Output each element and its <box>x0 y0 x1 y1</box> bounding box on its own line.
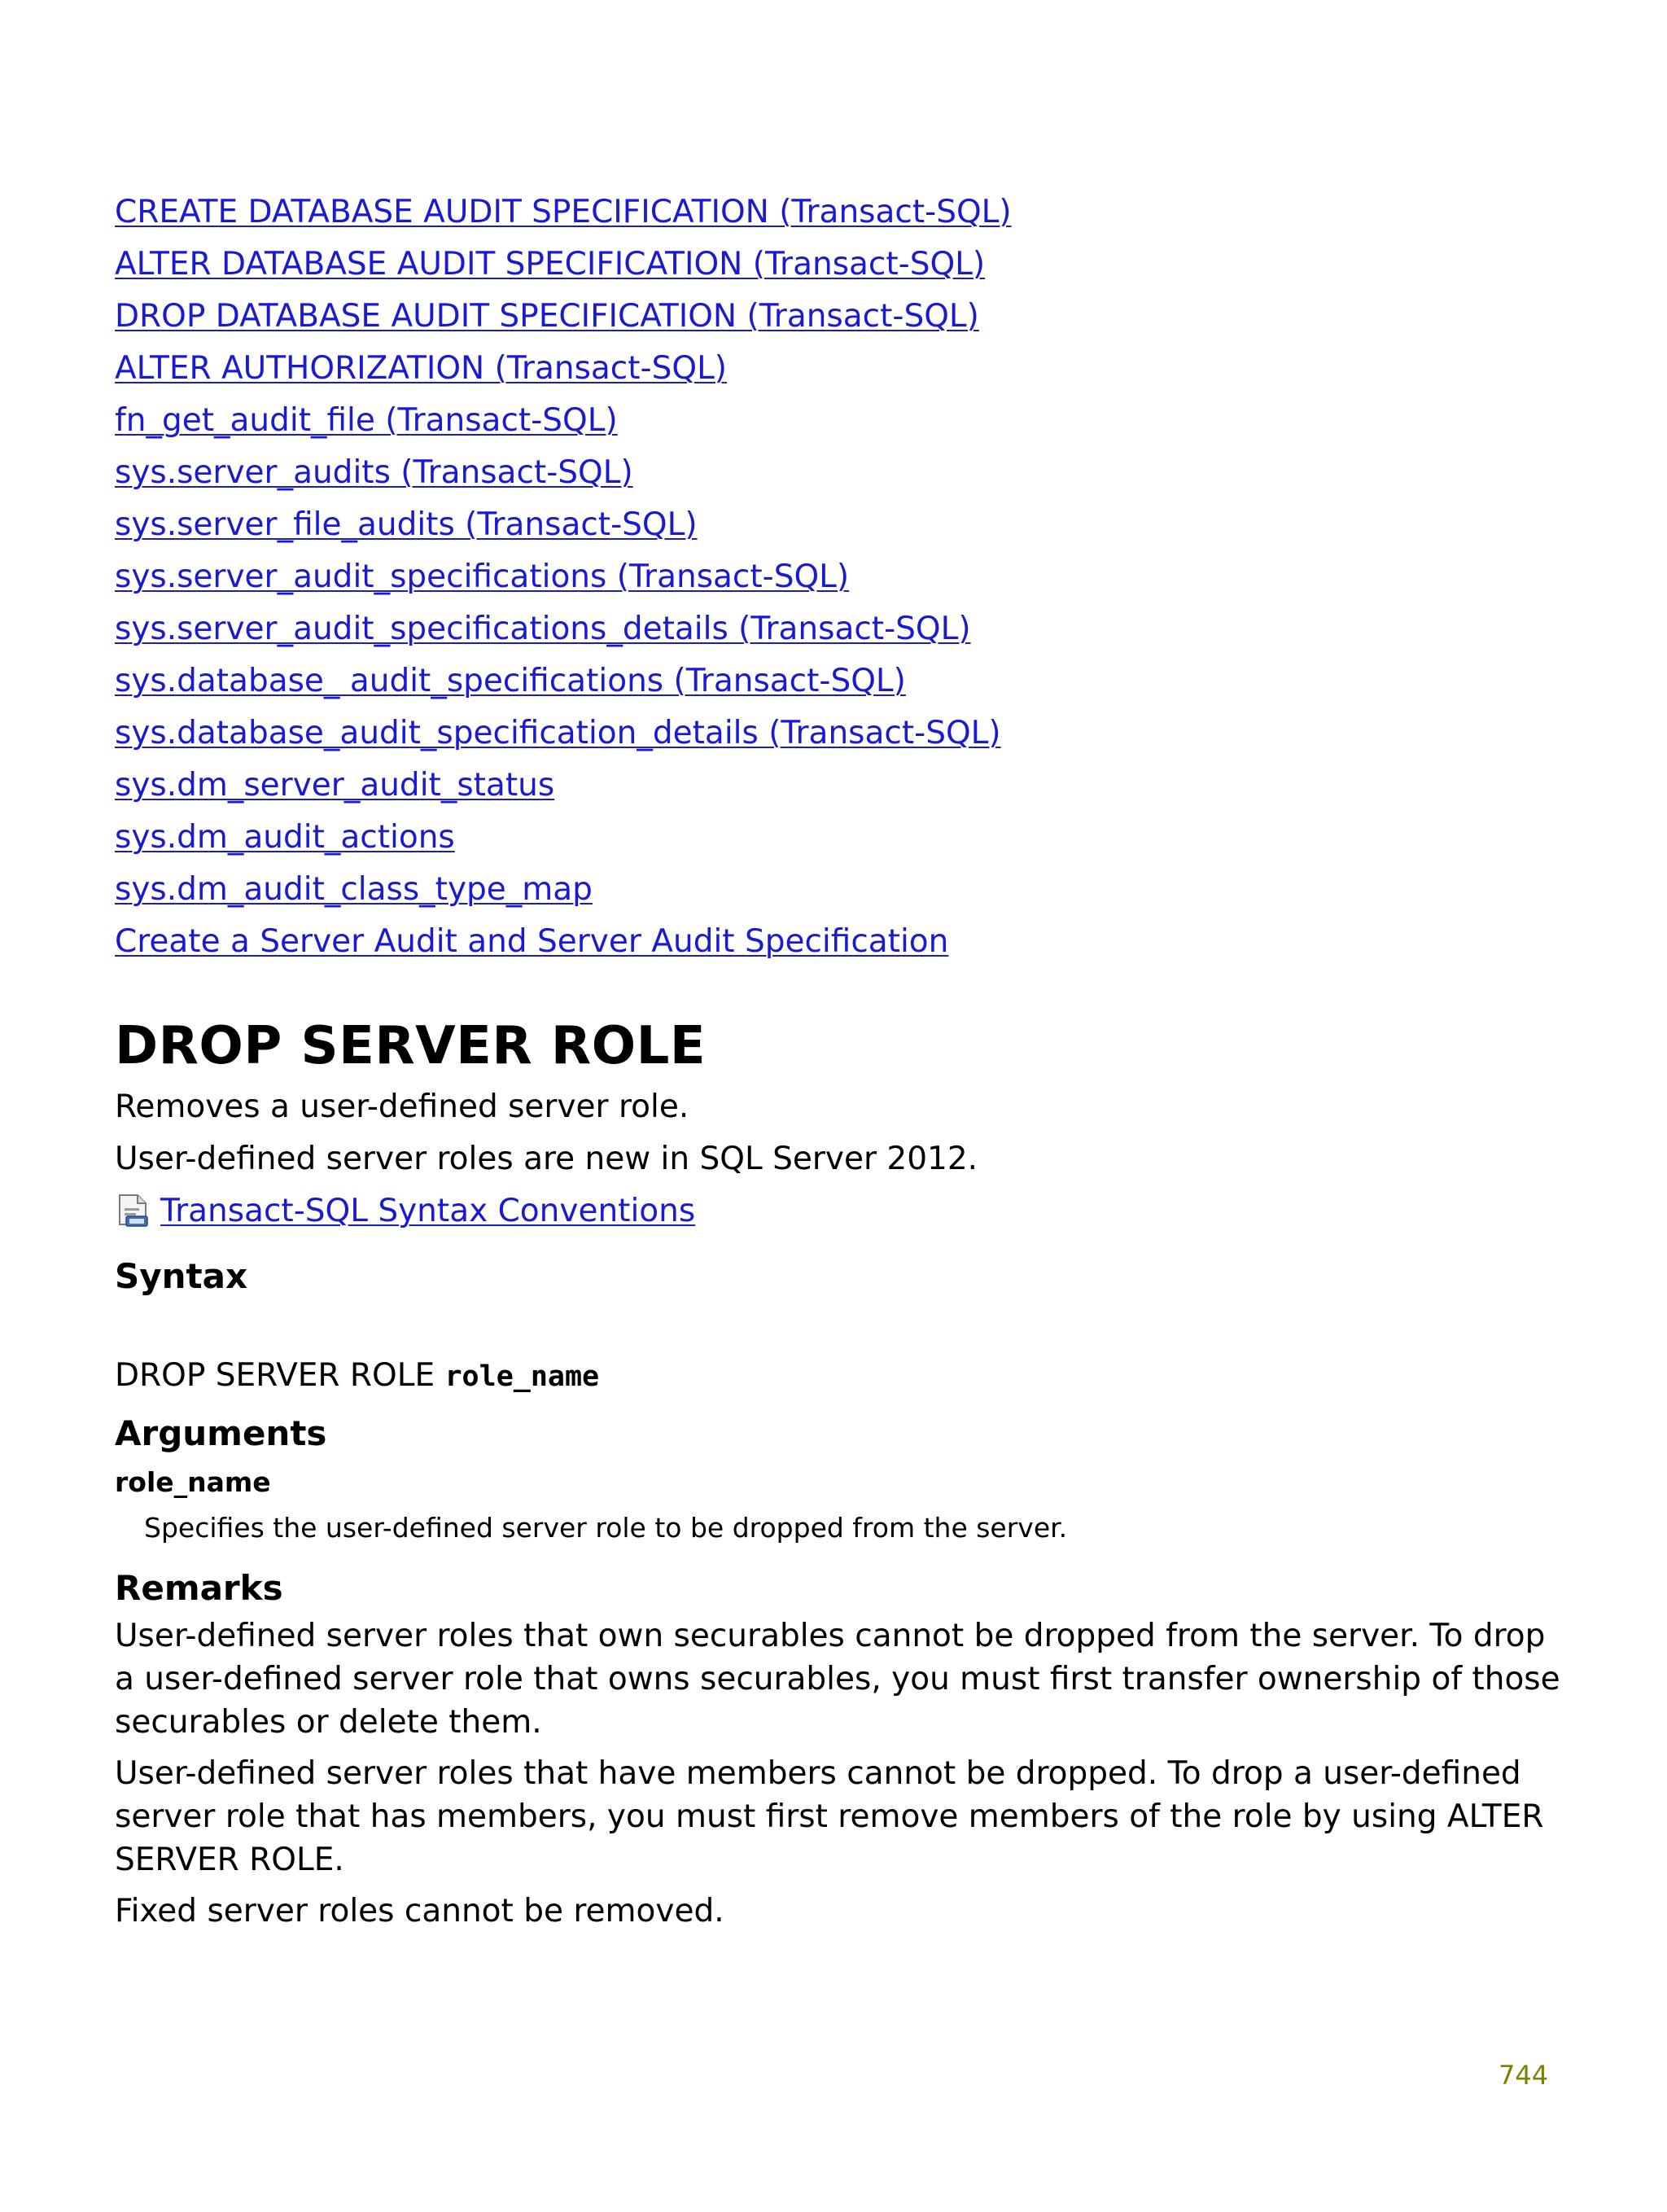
related-link[interactable]: ALTER AUTHORIZATION (Transact-SQL) <box>115 350 728 387</box>
related-link-item <box>115 241 1564 293</box>
syntax-argument: role_name <box>444 1360 600 1393</box>
syntax-heading: Syntax <box>115 1256 248 1296</box>
remarks-heading: Remarks <box>115 1568 283 1608</box>
related-link-item <box>115 710 1564 762</box>
related-link[interactable]: fn_get_audit_file (Transact-SQL) <box>115 402 618 439</box>
related-link[interactable]: sys.dm_audit_class_type_map <box>115 871 593 908</box>
related-link[interactable]: sys.server_audits (Transact-SQL) <box>115 454 633 491</box>
syntax-block <box>115 1350 1564 1403</box>
related-link[interactable]: ALTER DATABASE AUDIT SPECIFICATION (Transact-SQL) <box>115 246 986 283</box>
related-link-item <box>115 762 1564 814</box>
argument-definition: Specifies the user-defined server role to be dropped from the server. <box>144 1512 1068 1544</box>
related-link[interactable]: DROP DATABASE AUDIT SPECIFICATION (Transact-SQL) <box>115 298 979 335</box>
related-link-item <box>115 554 1564 606</box>
related-link-item <box>115 345 1564 397</box>
related-link-item <box>115 449 1564 502</box>
related-link[interactable]: sys.dm_server_audit_status <box>115 767 555 804</box>
related-link[interactable]: CREATE DATABASE AUDIT SPECIFICATION (Transact-SQL) <box>115 194 1012 230</box>
syntax-conventions-link[interactable]: Transact-SQL Syntax Conventions <box>160 1193 696 1229</box>
related-link-item <box>115 814 1564 866</box>
related-link[interactable]: sys.server_audit_specifications_details (Transact-SQL) <box>115 611 971 647</box>
topic-summary: Removes a user-defined server role. <box>115 1088 689 1125</box>
remarks-paragraph: User-defined server roles that have members cannot be dropped. To drop a user-defined server role that has members, you must first remove members of the role by using ALTER SERVER ROLE. <box>115 1755 1544 1878</box>
related-link[interactable]: Create a Server Audit and Server Audit Specification <box>115 923 949 960</box>
related-link-item <box>115 658 1564 710</box>
remarks-paragraph: User-defined server roles that own securables cannot be dropped from the server. To drop a user-defined server role that owns securables, you must first transfer ownership of those securables or delete them. <box>115 1618 1560 1741</box>
related-link-item <box>115 397 1564 449</box>
related-link-item <box>115 918 1564 970</box>
page-number: 744 <box>1499 2060 1549 2091</box>
related-link[interactable]: sys.server_file_audits (Transact-SQL) <box>115 506 698 543</box>
related-link[interactable]: sys.database_audit_specification_details (Transact-SQL) <box>115 715 1001 751</box>
related-link-item <box>115 293 1564 345</box>
related-link[interactable]: sys.database_ audit_specifications (Transact-SQL) <box>115 663 906 699</box>
related-link-item <box>115 502 1564 554</box>
related-link-item <box>115 606 1564 658</box>
document-icon <box>115 1194 151 1229</box>
remarks-paragraph: Fixed server roles cannot be removed. <box>115 1893 724 1929</box>
related-link-item <box>115 189 1564 241</box>
topic-title: DROP SERVER ROLE <box>115 1016 707 1076</box>
related-link[interactable]: sys.dm_audit_actions <box>115 819 455 856</box>
argument-term: role_name <box>115 1466 271 1498</box>
related-link-item <box>115 866 1564 918</box>
document-page <box>115 189 1564 1941</box>
related-links-list <box>115 189 1564 970</box>
arguments-heading: Arguments <box>115 1413 327 1453</box>
syntax-statement: DROP SERVER ROLE <box>115 1357 445 1394</box>
topic-note: User-defined server roles are new in SQL Server 2012. <box>115 1141 978 1177</box>
related-link[interactable]: sys.server_audit_specifications (Transact-SQL) <box>115 558 850 595</box>
syntax-conventions-row <box>115 1185 1564 1237</box>
